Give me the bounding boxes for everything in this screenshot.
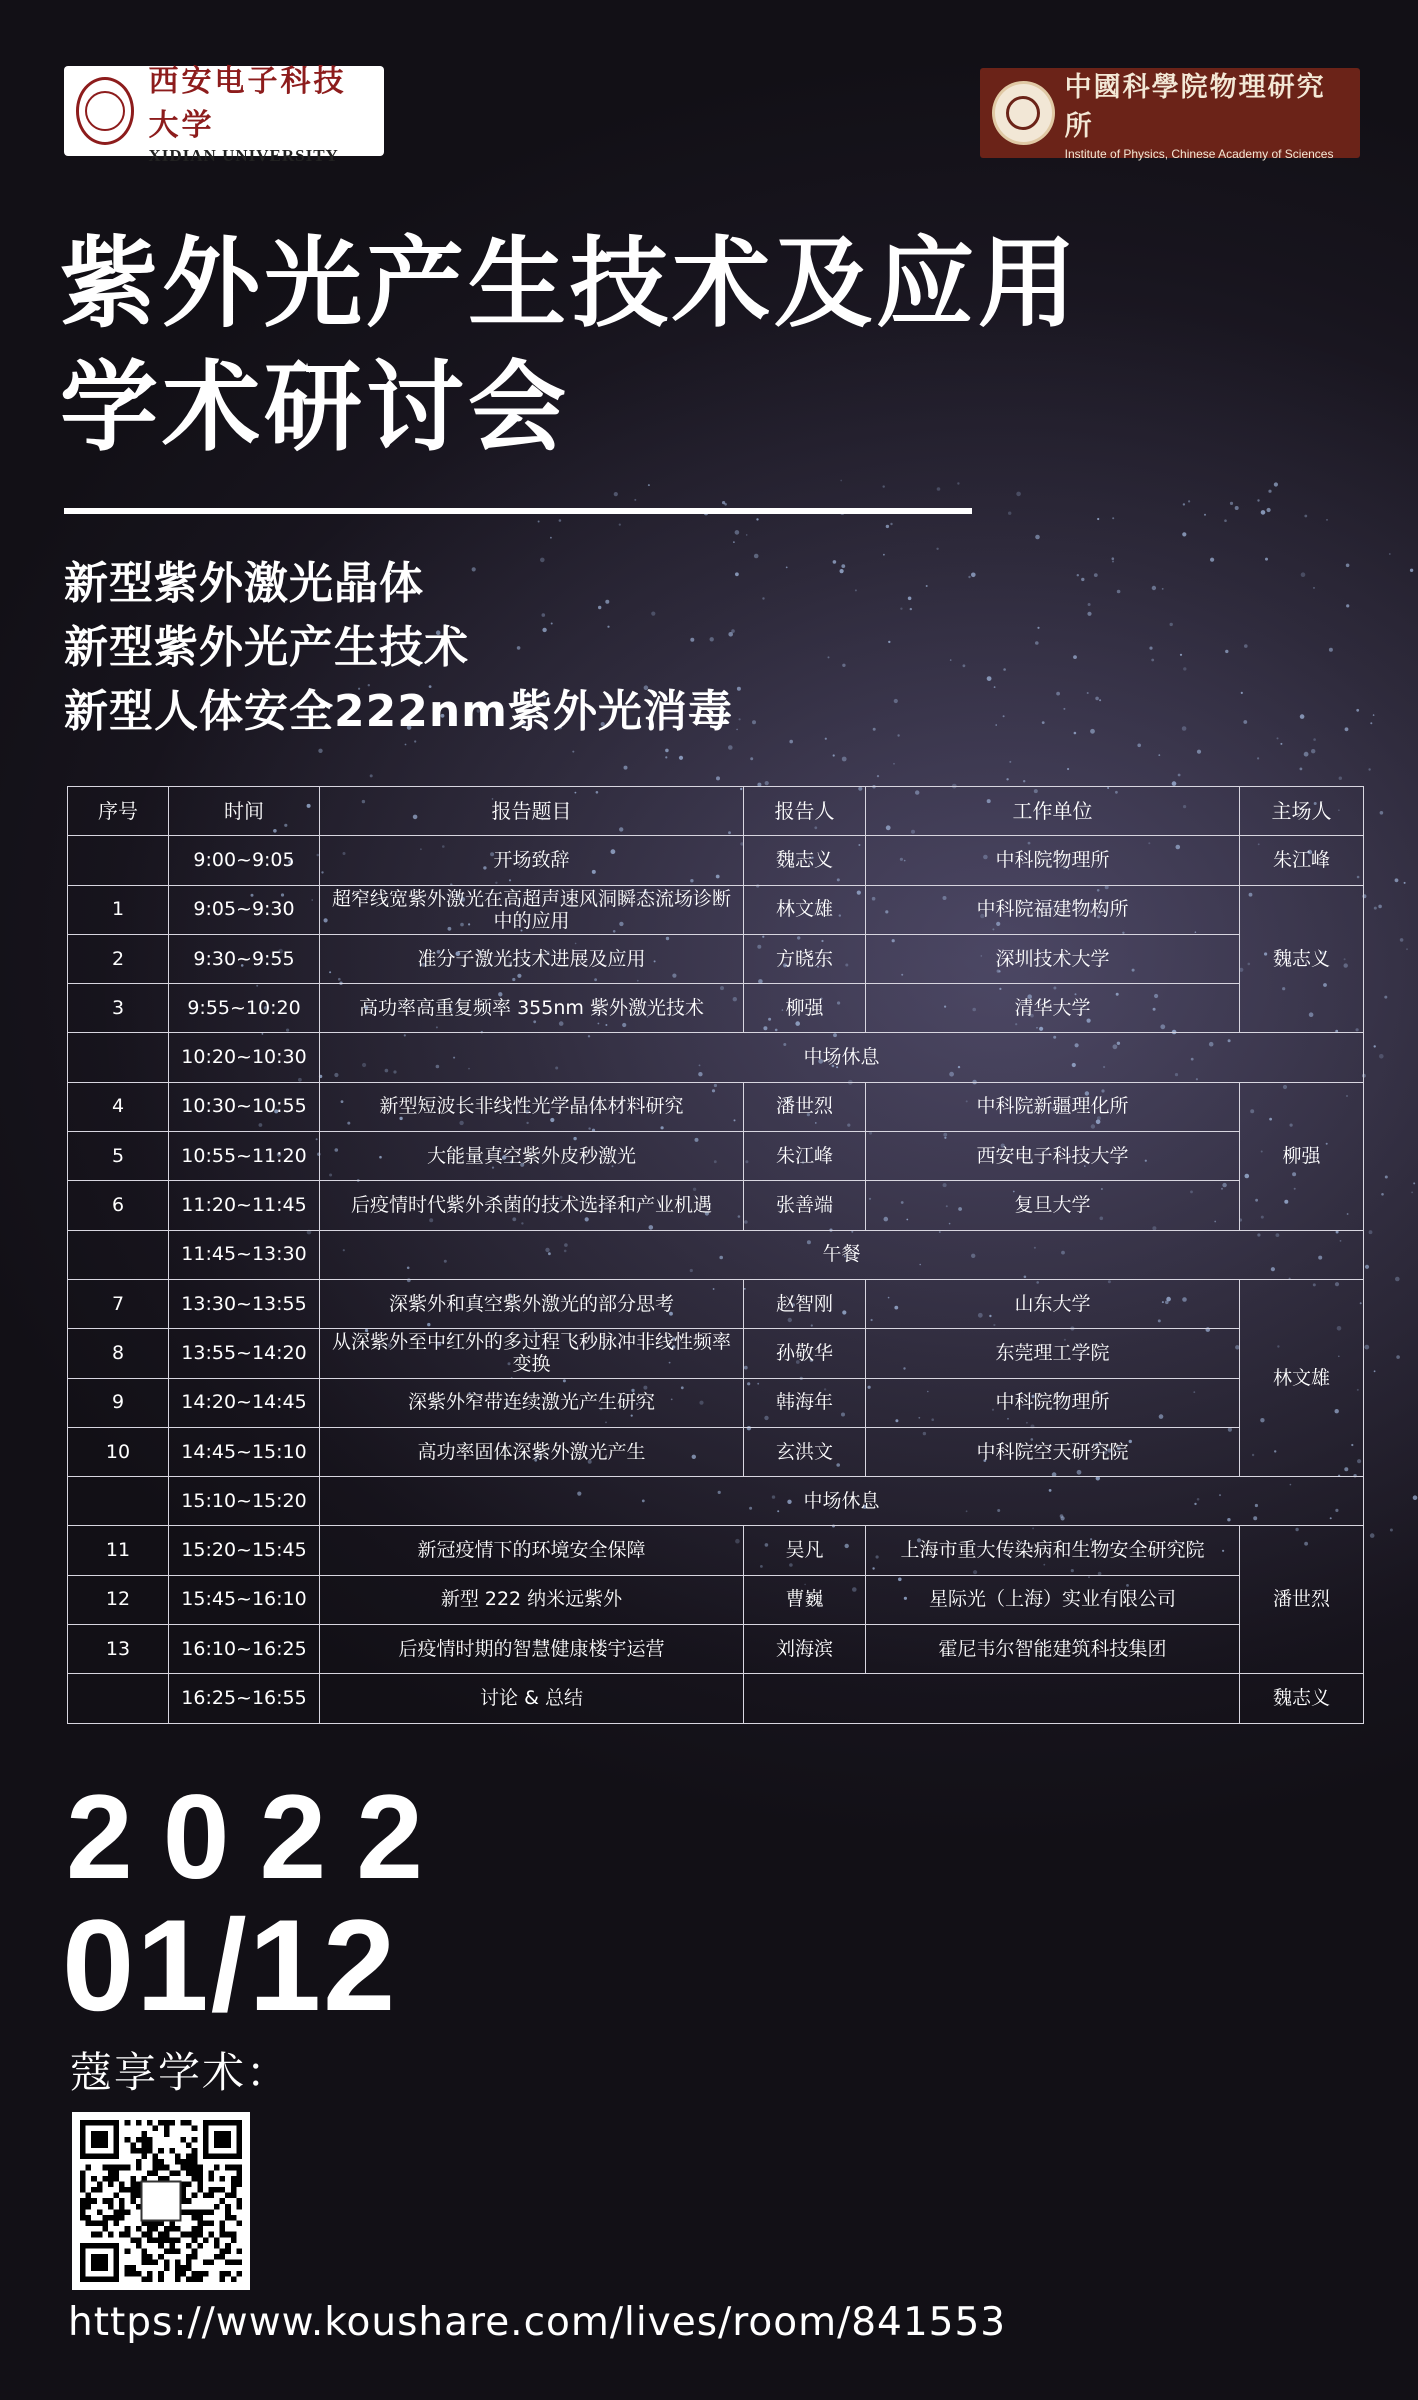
cell-no	[68, 1477, 169, 1526]
cell-speaker: 曹巍	[744, 1575, 866, 1624]
cell-speaker: 林文雄	[744, 885, 866, 934]
table-row	[68, 885, 1364, 934]
cell-no: 10	[68, 1427, 169, 1476]
table-row	[68, 984, 1364, 1033]
xidian-university-logo	[64, 64, 384, 165]
cell-time: 13:30~13:55	[169, 1279, 320, 1328]
cell-time: 11:45~13:30	[169, 1230, 320, 1279]
iop-seal-icon	[992, 81, 1055, 145]
iop-logo-en: Institute of Physics, Chinese Academy of Sciences	[1064, 147, 1334, 161]
cell-org: 复旦大学	[866, 1181, 1240, 1230]
cell-org: 中科院福建物构所	[866, 885, 1240, 934]
xidian-logo-cn: 西安电子科技大学	[148, 64, 347, 143]
cell-speaker: 张善端	[744, 1181, 866, 1230]
table-row	[68, 1329, 1364, 1378]
cell-break: 中场休息	[320, 1033, 1364, 1082]
cell-org: 中科院物理所	[866, 1378, 1240, 1427]
table-row	[68, 1082, 1364, 1131]
cell-no	[68, 1230, 169, 1279]
header-speaker: 报告人	[744, 787, 866, 836]
cell-org: 中科院物理所	[866, 836, 1240, 885]
table-row	[68, 836, 1364, 885]
cell-no: 9	[68, 1378, 169, 1427]
cell-host: 林文雄	[1240, 1279, 1364, 1476]
cell-time: 15:45~16:10	[169, 1575, 320, 1624]
cell-speaker: 孙敬华	[744, 1329, 866, 1378]
table-row	[68, 1132, 1364, 1181]
cell-host: 潘世烈	[1240, 1526, 1364, 1674]
cell-speaker: 方晓东	[744, 934, 866, 983]
cell-speaker: 刘海滨	[744, 1625, 866, 1674]
cell-topic: 开场致辞	[320, 836, 744, 885]
cell-speaker: 吴凡	[744, 1526, 866, 1575]
cell-topic: 后疫情时代紫外杀菌的技术选择和产业机遇	[320, 1181, 744, 1230]
cell-topic: 准分子激光技术进展及应用	[320, 934, 744, 983]
cell-org: 深圳技术大学	[866, 934, 1240, 983]
cell-topic: 高功率固体深紫外激光产生	[320, 1427, 744, 1476]
cell-time: 9:55~10:20	[169, 984, 320, 1033]
cell-no: 12	[68, 1575, 169, 1624]
cell-no: 8	[68, 1329, 169, 1378]
table-row	[68, 1181, 1364, 1230]
title-divider	[64, 508, 972, 514]
cell-topic: 新型短波长非线性光学晶体材料研究	[320, 1082, 744, 1131]
page-title	[60, 222, 1360, 470]
cell-no: 4	[68, 1082, 169, 1131]
cell-topic: 高功率高重复频率 355nm 紫外激光技术	[320, 984, 744, 1033]
cell-speaker: 韩海年	[744, 1378, 866, 1427]
header-no: 序号	[68, 787, 169, 836]
xidian-logo-en: XIDIAN UNIVERSITY	[148, 146, 339, 165]
table-row	[68, 934, 1364, 983]
cell-time: 10:55~11:20	[169, 1132, 320, 1181]
subtitle-list	[64, 552, 733, 744]
table-row	[68, 1378, 1364, 1427]
break-row	[68, 1477, 1364, 1526]
cell-topic: 新冠疫情下的环境安全保障	[320, 1526, 744, 1575]
header-org: 工作单位	[866, 787, 1240, 836]
cell-topic: 后疫情时期的智慧健康楼宇运营	[320, 1625, 744, 1674]
cell-no: 5	[68, 1132, 169, 1181]
cell-no	[68, 1033, 169, 1082]
cell-topic: 深紫外窄带连续激光产生研究	[320, 1378, 744, 1427]
subtitle-3: 新型人体安全222nm紫外光消毒	[64, 686, 734, 737]
subtitle-1: 新型紫外激光晶体	[64, 558, 424, 609]
cell-no: 13	[68, 1625, 169, 1674]
qr-code[interactable]	[72, 2112, 250, 2290]
cell-org: 中科院空天研究院	[866, 1427, 1240, 1476]
table-row	[68, 1427, 1364, 1476]
cell-time: 14:45~15:10	[169, 1427, 320, 1476]
cell-topic: 深紫外和真空紫外激光的部分思考	[320, 1279, 744, 1328]
xidian-seal-icon	[76, 77, 134, 145]
cell-speaker: 魏志义	[744, 836, 866, 885]
cell-empty	[744, 1674, 1240, 1723]
header-topic: 报告题目	[320, 787, 744, 836]
cell-time: 9:00~9:05	[169, 836, 320, 885]
header-host: 主场人	[1240, 787, 1364, 836]
cell-break: 中场休息	[320, 1477, 1364, 1526]
cell-break: 午餐	[320, 1230, 1364, 1279]
cell-org: 西安电子科技大学	[866, 1132, 1240, 1181]
title-line-2: 学术研讨会	[60, 351, 571, 465]
cell-no: 11	[68, 1526, 169, 1575]
cell-org: 山东大学	[866, 1279, 1240, 1328]
event-date: 01/12	[62, 1892, 398, 2038]
cell-time: 10:20~10:30	[169, 1033, 320, 1082]
cell-no	[68, 1674, 169, 1723]
share-label: 蔻享学术：	[70, 2048, 291, 2097]
cell-host: 柳强	[1240, 1082, 1364, 1230]
cell-topic: 大能量真空紫外皮秒激光	[320, 1132, 744, 1181]
break-row	[68, 1230, 1364, 1279]
subtitle-2: 新型紫外光产生技术	[64, 622, 469, 673]
cell-org: 中科院新疆理化所	[866, 1082, 1240, 1131]
table-row	[68, 1279, 1364, 1328]
table-row	[68, 1526, 1364, 1575]
cell-time: 15:20~15:45	[169, 1526, 320, 1575]
header-time: 时间	[169, 787, 320, 836]
schedule-table	[67, 786, 1364, 1724]
qr-code-icon	[80, 2120, 242, 2282]
cell-time: 15:10~15:20	[169, 1477, 320, 1526]
cell-time: 16:10~16:25	[169, 1625, 320, 1674]
table-row	[68, 1674, 1364, 1723]
cell-time: 9:05~9:30	[169, 885, 320, 934]
cell-org: 东莞理工学院	[866, 1329, 1240, 1378]
cell-speaker: 赵智刚	[744, 1279, 866, 1328]
title-line-1: 紫外光产生技术及应用	[60, 227, 1081, 341]
cell-no: 2	[68, 934, 169, 983]
cell-org: 星际光（上海）实业有限公司	[866, 1575, 1240, 1624]
cell-time: 11:20~11:45	[169, 1181, 320, 1230]
cell-speaker: 潘世烈	[744, 1082, 866, 1131]
cell-no	[68, 836, 169, 885]
cell-time: 16:25~16:55	[169, 1674, 320, 1723]
cell-no: 1	[68, 885, 169, 934]
cell-no: 7	[68, 1279, 169, 1328]
cell-host: 魏志义	[1240, 1674, 1364, 1723]
cell-no: 3	[68, 984, 169, 1033]
cell-topic: 从深紫外至中红外的多过程飞秒脉冲非线性频率变换	[320, 1329, 744, 1378]
table-row	[68, 1575, 1364, 1624]
cell-org: 上海市重大传染病和生物安全研究院	[866, 1526, 1240, 1575]
iop-logo-cn: 中國科學院物理研究所	[1064, 72, 1326, 142]
cell-speaker: 朱江峰	[744, 1132, 866, 1181]
cell-topic: 超窄线宽紫外激光在高超声速风洞瞬态流场诊断中的应用	[320, 885, 744, 934]
table-header-row	[68, 787, 1364, 836]
cell-host: 魏志义	[1240, 885, 1364, 1033]
cell-speaker: 柳强	[744, 984, 866, 1033]
cell-org: 霍尼韦尔智能建筑科技集团	[866, 1625, 1240, 1674]
iop-cas-logo	[980, 68, 1360, 161]
cell-speaker: 玄洪文	[744, 1427, 866, 1476]
live-room-link[interactable]: https://www.koushare.com/lives/room/841553	[68, 2300, 1007, 2345]
cell-time: 9:30~9:55	[169, 934, 320, 983]
cell-no: 6	[68, 1181, 169, 1230]
cell-org: 清华大学	[866, 984, 1240, 1033]
break-row	[68, 1033, 1364, 1082]
cell-topic: 讨论 & 总结	[320, 1674, 744, 1723]
event-year: 2022	[66, 1770, 453, 1904]
cell-time: 13:55~14:20	[169, 1329, 320, 1378]
cell-time: 10:30~10:55	[169, 1082, 320, 1131]
cell-topic: 新型 222 纳米远紫外	[320, 1575, 744, 1624]
cell-host: 朱江峰	[1240, 836, 1364, 885]
table-row	[68, 1625, 1364, 1674]
cell-time: 14:20~14:45	[169, 1378, 320, 1427]
